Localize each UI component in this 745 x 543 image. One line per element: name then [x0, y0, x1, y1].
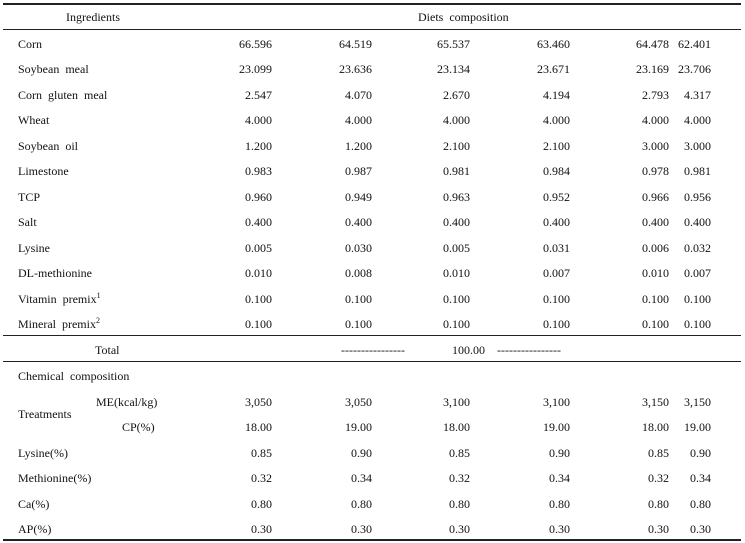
ingredient-value: 0.032	[684, 241, 711, 255]
header-ingredients: Ingredients	[66, 10, 120, 24]
chemical-value: 0.90	[351, 446, 372, 460]
chemical-value: 0.34	[690, 471, 711, 485]
treatment-value: 18.00	[245, 420, 272, 434]
ingredient-value: 62.401	[678, 37, 711, 51]
ingredient-value: 0.956	[684, 190, 711, 204]
chemical-value: 0.30	[251, 522, 272, 536]
ingredient-name: Salt	[18, 215, 37, 229]
ingredient-name: TCP	[18, 190, 41, 204]
chemical-value: 0.34	[351, 471, 372, 485]
ingredient-value: 4.000	[684, 113, 711, 127]
ingredient-value: 0.006	[642, 241, 669, 255]
ingredient-value: 0.005	[245, 241, 272, 255]
ingredient-name: Lysine	[18, 241, 50, 255]
chemical-value: 0.80	[449, 497, 470, 511]
chemical-value: 0.90	[690, 446, 711, 460]
treatment-value: 19.00	[543, 420, 570, 434]
treatment-value: 3,100	[543, 395, 570, 409]
ingredient-value: 0.010	[642, 266, 669, 280]
ingredient-value: 65.537	[437, 37, 470, 51]
chemical-value: 0.32	[449, 471, 470, 485]
ingredient-value: 0.981	[443, 164, 470, 178]
treatment-value: 19.00	[684, 420, 711, 434]
treatment-value: 18.00	[642, 420, 669, 434]
ingredient-value: 0.960	[245, 190, 272, 204]
ingredient-value: 0.030	[345, 241, 372, 255]
ingredient-value: 0.100	[684, 292, 711, 306]
chemical-value: 0.85	[251, 446, 272, 460]
ingredient-value: 64.519	[339, 37, 372, 51]
ingredient-value: 0.100	[684, 317, 711, 331]
chemical-value: 0.30	[351, 522, 372, 536]
ingredient-value: 0.031	[543, 241, 570, 255]
ingredient-value: 23.169	[636, 62, 669, 76]
ingredient-value: 4.000	[543, 113, 570, 127]
ingredient-value: 0.981	[684, 164, 711, 178]
ingredient-value: 4.070	[345, 88, 372, 102]
ingredient-name: Corn gluten meal	[18, 88, 108, 102]
ingredient-value: 0.100	[443, 317, 470, 331]
ingredient-value: 4.000	[345, 113, 372, 127]
ingredient-value: 0.010	[443, 266, 470, 280]
ingredient-value: 0.987	[345, 164, 372, 178]
ingredient-value: 0.400	[642, 215, 669, 229]
chemical-value: 0.32	[648, 471, 669, 485]
ingredient-value: 0.008	[345, 266, 372, 280]
ingredient-name: DL-methionine	[18, 266, 92, 280]
ingredient-value: 23.134	[437, 62, 470, 76]
header-rule	[3, 29, 741, 30]
total-top-rule	[3, 335, 741, 336]
ingredient-value: 23.706	[678, 62, 711, 76]
ingredient-name: Soybean meal	[18, 62, 89, 76]
ingredient-value: 0.100	[345, 292, 372, 306]
ingredient-value: 0.100	[345, 317, 372, 331]
ingredient-value: 0.400	[684, 215, 711, 229]
ingredient-value: 0.400	[345, 215, 372, 229]
ingredient-value: 0.100	[642, 292, 669, 306]
ingredient-value: 0.100	[543, 292, 570, 306]
chemical-value: 0.80	[648, 497, 669, 511]
chemical-row-name: Methionine(%)	[18, 471, 92, 485]
ingredient-value: 66.596	[239, 37, 272, 51]
ingredient-value: 2.793	[642, 88, 669, 102]
chemical-value: 0.30	[449, 522, 470, 536]
ingredient-value: 0.400	[245, 215, 272, 229]
ingredient-value: 0.100	[245, 317, 272, 331]
ingredient-value: 23.671	[537, 62, 570, 76]
ingredient-value: 2.670	[443, 88, 470, 102]
ingredient-name: Mineral premix$^2$	[18, 316, 100, 331]
chemical-row-name: Lysine(%)	[18, 446, 68, 460]
ingredient-value: 23.099	[239, 62, 272, 76]
chemical-value: 0.80	[690, 497, 711, 511]
ingredient-value: 3.000	[642, 139, 669, 153]
treatments-label: Treatments	[18, 407, 72, 421]
treatment-value: 3,050	[345, 395, 372, 409]
ingredient-value: 2.547	[245, 88, 272, 102]
chemical-row-name: AP(%)	[18, 522, 52, 536]
ingredient-value: 0.100	[642, 317, 669, 331]
treatment-value: 3,150	[684, 395, 711, 409]
chemical-value: 0.32	[251, 471, 272, 485]
ingredient-name: Wheat	[18, 113, 50, 127]
ingredient-value: 0.005	[443, 241, 470, 255]
bottom-rule	[3, 539, 741, 541]
treatment-value: 19.00	[345, 420, 372, 434]
ingredient-value: 1.200	[245, 139, 272, 153]
ingredient-value: 4.194	[543, 88, 570, 102]
total-dashes-left: ----------------	[341, 343, 405, 357]
ingredient-value: 0.966	[642, 190, 669, 204]
ingredient-value: 0.010	[245, 266, 272, 280]
ingredient-value: 0.949	[345, 190, 372, 204]
total-label: Total	[95, 343, 120, 357]
ingredient-value: 0.400	[443, 215, 470, 229]
top-rule	[3, 3, 741, 5]
treatment-value: 18.00	[443, 420, 470, 434]
treatment-name: CP(%)	[122, 420, 155, 434]
ingredient-value: 0.400	[543, 215, 570, 229]
chemical-value: 0.85	[648, 446, 669, 460]
ingredient-value: 0.983	[245, 164, 272, 178]
ingredient-value: 0.100	[443, 292, 470, 306]
ingredient-value: 63.460	[537, 37, 570, 51]
ingredient-value: 4.000	[245, 113, 272, 127]
ingredient-name: Soybean oil	[18, 139, 78, 153]
ingredient-value: 0.952	[543, 190, 570, 204]
ingredient-value: 4.000	[642, 113, 669, 127]
chemical-value: 0.30	[549, 522, 570, 536]
total-bottom-rule	[3, 361, 741, 362]
treatment-name: ME(kcal/kg)	[96, 395, 158, 409]
ingredient-value: 0.007	[684, 266, 711, 280]
chemical-value: 0.80	[251, 497, 272, 511]
chemical-value: 0.30	[690, 522, 711, 536]
ingredient-value: 0.963	[443, 190, 470, 204]
chemical-value: 0.80	[351, 497, 372, 511]
ingredient-value: 0.007	[543, 266, 570, 280]
chemical-value: 0.90	[549, 446, 570, 460]
chemical-composition-heading: Chemical composition	[18, 369, 130, 383]
chemical-value: 0.80	[549, 497, 570, 511]
ingredient-value: 23.636	[339, 62, 372, 76]
ingredient-name: Corn	[18, 37, 42, 51]
header-diets-composition: Diets composition	[418, 10, 509, 24]
total-value: 100.00	[452, 343, 485, 357]
ingredient-name: Vitamin premix$^1$	[18, 291, 101, 306]
treatment-value: 3,100	[443, 395, 470, 409]
ingredient-value: 0.978	[642, 164, 669, 178]
ingredient-value: 64.478	[636, 37, 669, 51]
ingredient-value: 0.100	[245, 292, 272, 306]
ingredient-value: 0.100	[543, 317, 570, 331]
ingredient-value: 2.100	[543, 139, 570, 153]
total-dashes-right: ----------------	[497, 343, 561, 357]
treatment-value: 3,050	[245, 395, 272, 409]
ingredient-value: 1.200	[345, 139, 372, 153]
ingredient-value: 3.000	[684, 139, 711, 153]
ingredient-value: 4.317	[684, 88, 711, 102]
ingredient-value: 2.100	[443, 139, 470, 153]
chemical-value: 0.85	[449, 446, 470, 460]
chemical-value: 0.34	[549, 471, 570, 485]
ingredient-value: 0.984	[543, 164, 570, 178]
footnote-marker: 2	[95, 316, 100, 325]
footnote-marker: 1	[96, 291, 101, 300]
ingredient-name: Limestone	[18, 164, 69, 178]
ingredient-value: 4.000	[443, 113, 470, 127]
treatment-value: 3,150	[642, 395, 669, 409]
chemical-row-name: Ca(%)	[18, 497, 50, 511]
chemical-value: 0.30	[648, 522, 669, 536]
